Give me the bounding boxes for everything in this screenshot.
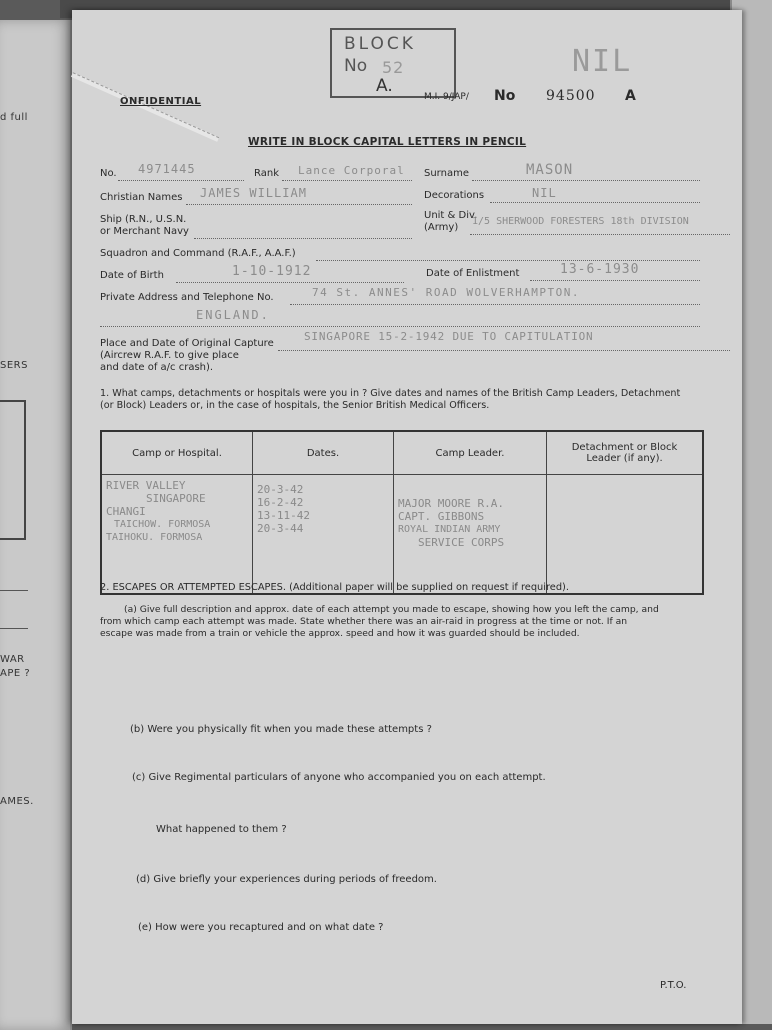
decorations-line	[490, 202, 700, 203]
enlistment-value: 13-6-1930	[560, 262, 640, 277]
left-fragment: WAR	[0, 654, 25, 665]
stamp-letter: A.	[376, 76, 393, 96]
enlistment-label: Date of Enlistment	[426, 268, 520, 279]
rank-value: Lance Corporal	[298, 164, 405, 177]
address-line	[290, 304, 700, 305]
question-2b-text: (b) Were you physically fit when you made these attempts ?	[130, 724, 432, 735]
left-fragment: APE ?	[0, 668, 31, 679]
binding-string	[71, 72, 219, 142]
address-value: 74 St. ANNES' ROAD WOLVERHAMPTON.	[312, 286, 581, 299]
question-2c-followup: What happened to them ?	[156, 824, 287, 835]
header-dates: Dates.	[253, 431, 394, 475]
block-stamp	[330, 28, 456, 98]
enlistment-line	[530, 280, 700, 281]
dob-label: Date of Birth	[100, 270, 164, 281]
question-2a-text: (a) Give full description and approx. date of each attempt you made to escape, showing how you left the camp, and	[124, 604, 659, 615]
question-2a-text-cont-2: escape was made from a train or vehicle the approx. speed and how it was guarded should be included.	[100, 628, 580, 639]
leader-entry: SERVICE CORPS	[418, 536, 505, 549]
surname-label: Surname	[424, 168, 469, 179]
left-rule	[0, 590, 28, 591]
left-rule	[0, 628, 28, 629]
date-entry: 13-11-42	[257, 509, 310, 522]
leader-entry: MAJOR MOORE R.A.	[398, 497, 504, 510]
table-row	[101, 475, 703, 595]
question-2d-text: (d) Give briefly your experiences during periods of freedom.	[136, 874, 437, 885]
christian-names-line	[186, 204, 412, 205]
christian-names-value: JAMES WILLIAM	[200, 186, 307, 200]
dob-line	[176, 282, 404, 283]
left-fragment: AMES.	[0, 796, 34, 807]
header-camp: Camp or Hospital.	[101, 431, 253, 475]
form-no-label: No	[494, 88, 516, 104]
squadron-line	[316, 260, 700, 261]
dob-value: 1-10-1912	[232, 264, 312, 279]
pto-note: P.T.O.	[660, 980, 687, 991]
question-1-text: 1. What camps, detachments or hospitals were you in ? Give dates and names of the British Camp Leaders, Detachment	[100, 388, 681, 399]
confidential-label: ONFIDENTIAL	[120, 96, 202, 107]
camp-entry: RIVER VALLEY	[106, 479, 186, 492]
squadron-label: Squadron and Command (R.A.F., A.A.F.)	[100, 248, 296, 259]
unit-value: 1/5 SHERWOOD FORESTERS 18th DIVISION	[472, 216, 689, 227]
no-line	[118, 180, 244, 181]
date-entry: 20-3-42	[257, 483, 304, 496]
capture-line	[278, 350, 730, 351]
camps-cell	[101, 475, 253, 595]
nil-annotation: NIL	[572, 44, 633, 79]
question-2e-text: (e) How were you recaptured and on what date ?	[138, 922, 384, 933]
decorations-label: Decorations	[424, 190, 485, 201]
ship-label: Ship (R.N., U.S.N.	[100, 214, 187, 225]
stamp-no-label: No	[344, 56, 368, 76]
question-2c-text: (c) Give Regimental particulars of anyone who accompanied you on each attempt.	[132, 772, 546, 783]
camps-table	[100, 430, 704, 595]
left-fragment: d full	[0, 112, 28, 123]
leaders-cell	[394, 475, 547, 595]
form-suffix: A	[625, 88, 636, 104]
surname-line	[472, 180, 700, 181]
address-value-2: ENGLAND.	[196, 308, 270, 322]
unit-line	[470, 234, 730, 235]
leader-entry: ROYAL INDIAN ARMY	[398, 524, 501, 535]
address-line-2	[100, 326, 700, 327]
ship-line	[194, 238, 412, 239]
date-entry: 16-2-42	[257, 496, 304, 509]
form-number: 94500	[546, 88, 596, 104]
instruction-heading: WRITE IN BLOCK CAPITAL LETTERS IN PENCIL	[248, 136, 527, 148]
question-2a-text-cont: from which camp each attempt was made. State whether there was an air-raid in progress at the time or not. If an	[100, 616, 628, 627]
pow-questionnaire-form	[72, 10, 742, 1024]
rank-label: Rank	[254, 168, 279, 179]
left-fragment: SERS	[0, 360, 28, 371]
ship-label-cont: or Merchant Navy	[100, 226, 189, 237]
capture-value: SINGAPORE 15-2-1942 DUE TO CAPITULATION	[304, 330, 594, 343]
dates-cell	[253, 475, 394, 595]
unit-label-cont: (Army)	[424, 222, 459, 233]
capture-label-cont-2: and date of a/c crash).	[100, 362, 214, 373]
detachment-cell	[547, 475, 704, 595]
surname-value: MASON	[526, 162, 574, 178]
stamp-block-label: BLOCK	[344, 34, 416, 54]
decorations-value: NIL	[532, 186, 557, 200]
left-table-fragment	[0, 400, 26, 540]
question-2-heading: 2. ESCAPES OR ATTEMPTED ESCAPES. (Additional paper will be supplied on request if required).	[100, 582, 569, 593]
christian-names-label: Christian Names	[100, 192, 183, 203]
header-camp-leader: Camp Leader.	[394, 431, 547, 475]
unit-label: Unit & Div.	[424, 210, 478, 221]
no-label: No.	[100, 168, 117, 179]
camp-entry: TAICHOW. FORMOSA	[114, 519, 211, 530]
capture-label: Place and Date of Original Capture	[100, 338, 274, 349]
camp-entry: SINGAPORE	[146, 492, 206, 505]
address-label: Private Address and Telephone No.	[100, 292, 274, 303]
header-detachment-leader: Detachment or Block Leader (if any).	[547, 431, 704, 475]
camp-entry: TAIHOKU. FORMOSA	[106, 532, 203, 543]
rank-line	[282, 180, 412, 181]
mi-reference: M.I. 9/JAP/	[424, 92, 469, 102]
leader-entry: CAPT. GIBBONS	[398, 510, 485, 523]
date-entry: 20-3-44	[257, 522, 304, 535]
stamp-no-value: 52	[382, 58, 405, 77]
table-header-row	[101, 431, 703, 475]
no-value: 4971445	[138, 162, 196, 176]
question-1-text-cont: (or Block) Leaders or, in the case of hospitals, the Senior British Medical Officers.	[100, 400, 490, 411]
left-adjacent-page	[0, 20, 72, 1030]
camp-entry: CHANGI	[106, 505, 146, 518]
capture-label-cont: (Aircrew R.A.F. to give place	[100, 350, 239, 361]
